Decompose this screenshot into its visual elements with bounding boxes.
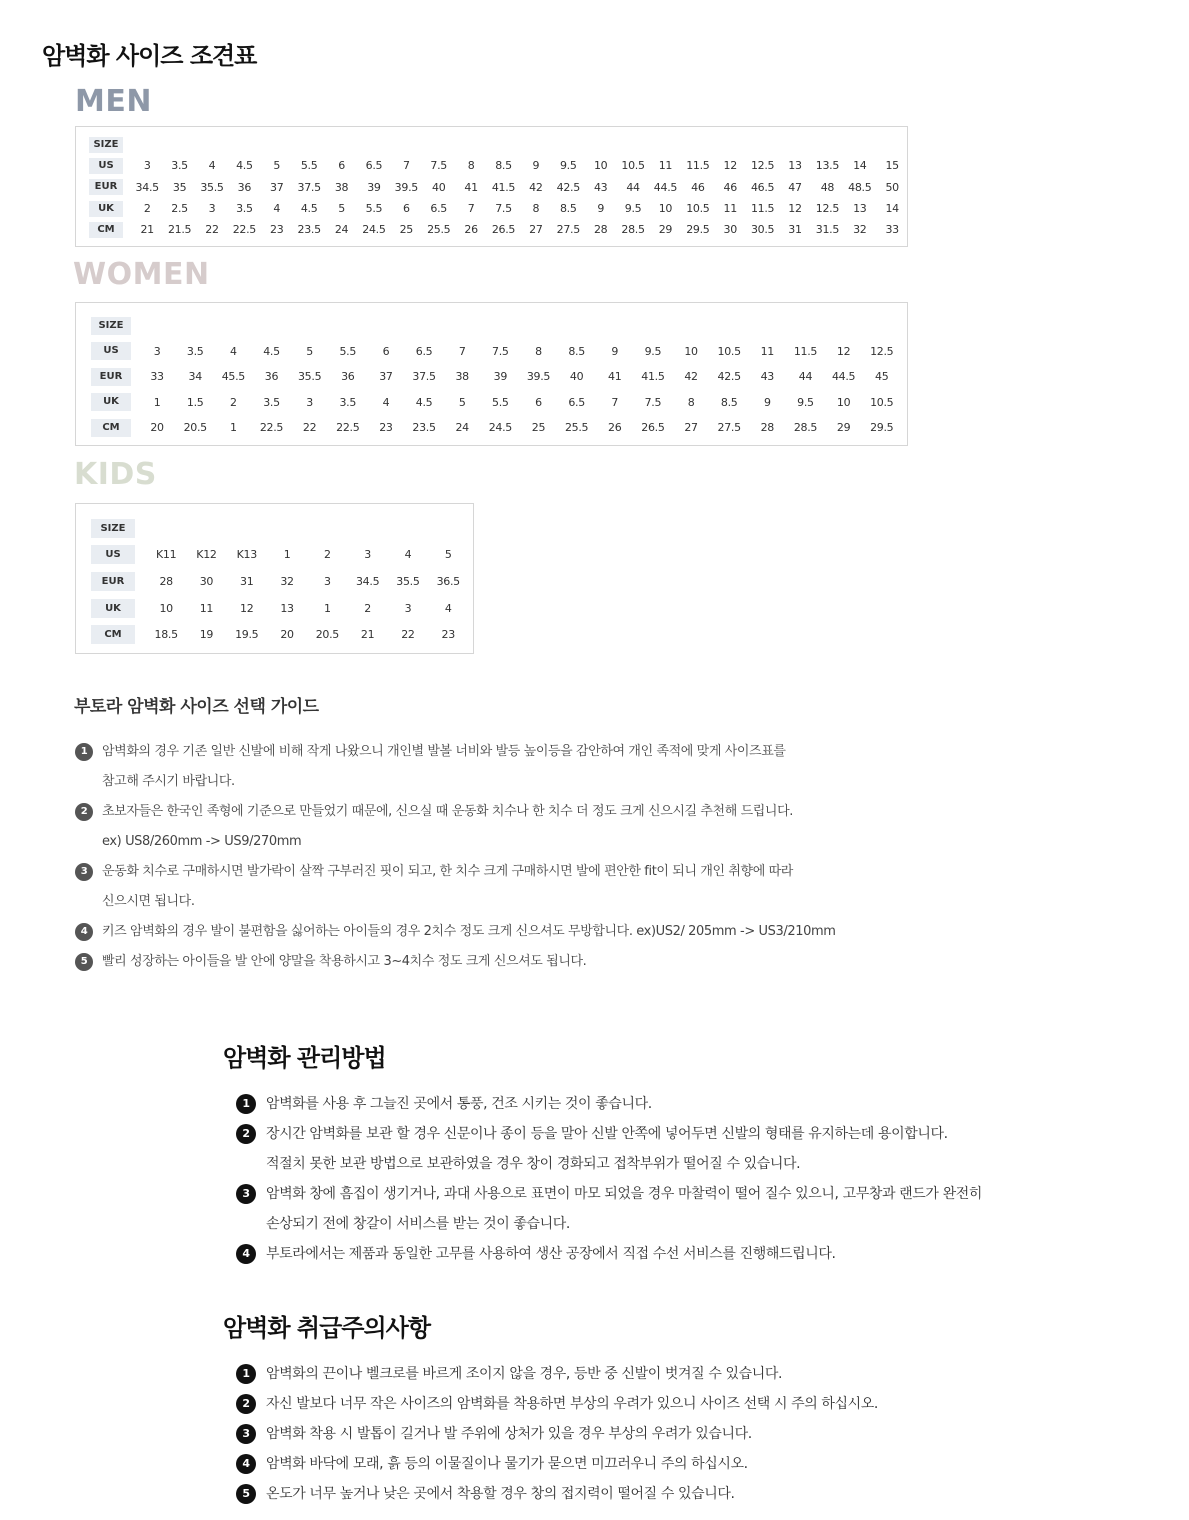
women-size-cell: 3 (153, 344, 161, 358)
women-size-cell: 10.5 (717, 344, 741, 358)
women-size-cell: 11 (760, 344, 775, 358)
women-size-cell: 22.5 (259, 421, 284, 435)
women-size-cell: 35.5 (297, 370, 322, 384)
men-size-cell: 48 (820, 180, 835, 194)
women-size-cell: 5 (458, 395, 466, 409)
men-size-cell: 9.5 (559, 159, 577, 173)
kids-size-cell: 2 (364, 601, 371, 615)
men-size-cell: 13 (788, 159, 802, 173)
care-item (236, 1239, 982, 1269)
men-size-cell: 6 (338, 159, 345, 173)
men-size-cell: 2 (143, 202, 151, 216)
men-size-cell: 37.5 (297, 180, 321, 194)
caution-item-line: 자신 발보다 너무 작은 사이즈의 암벽화를 착용하면 부상의 우려가 있으니 사이즈 선택 시 주의 하십시오. (266, 1396, 878, 1412)
men-size-cell: 50 (885, 180, 899, 194)
women-size-cell: 27.5 (717, 421, 741, 435)
men-size-cell: 8.5 (495, 159, 512, 173)
men-size-cell: 46 (691, 180, 705, 194)
caution-title: 암벽화 취급주의사항 (223, 1314, 431, 1342)
women-size-cell: 39 (493, 370, 508, 384)
women-size-cell: 44.5 (831, 370, 856, 384)
kids-size-cell: 34.5 (355, 574, 380, 588)
guide-item-line: ex) US8/260mm -> US9/270mm (102, 834, 302, 849)
women-row-eur (91, 364, 901, 390)
men-size-cell: 31.5 (815, 223, 840, 237)
caution-list (236, 1359, 878, 1509)
women-size-cell: 10 (684, 344, 698, 358)
care-title: 암벽화 관리방법 (223, 1044, 386, 1072)
caution-item (236, 1359, 878, 1389)
women-size-cell: 6.5 (568, 395, 585, 409)
women-section-label: WOMEN (73, 257, 210, 292)
men-size-cell: 39 (367, 180, 381, 194)
caution-item-line: 암벽화 착용 시 발톱이 길거나 발 주위에 상처가 있을 경우 부상의 우려가 있습니다. (266, 1426, 752, 1442)
kids-row-us (91, 542, 468, 569)
care-item-line: 부토라에서는 제품과 동일한 고무를 사용하여 생산 공장에서 직접 수선 서비스를 진행해드립니다. (266, 1246, 836, 1262)
women-size-cell: 3.5 (263, 395, 280, 409)
number-badge-icon: 5 (236, 1484, 256, 1504)
care-item (236, 1179, 982, 1239)
kids-size-cell: 11 (199, 601, 214, 615)
kids-size-cell: 20 (280, 628, 294, 642)
women-row-header: SIZE (91, 317, 131, 335)
women-size-cell: 27 (684, 421, 698, 435)
men-row-header: CM (89, 222, 123, 238)
women-size-cell: 29 (836, 421, 851, 435)
men-size-cell: 25 (399, 223, 414, 237)
kids-size-cell: 22 (401, 628, 415, 642)
women-size-cell: 8.5 (720, 395, 738, 409)
men-size-cell: 9.5 (624, 202, 642, 216)
men-size-cell: 24.5 (362, 223, 386, 237)
women-size-cell: 9 (611, 344, 619, 358)
women-size-cell: 41.5 (641, 370, 665, 384)
men-row-header: SIZE (89, 137, 123, 153)
women-size-cell: 43 (760, 370, 775, 384)
women-size-cell: 7 (458, 344, 466, 358)
kids-size-cell: 10 (159, 601, 173, 615)
women-size-cell: 3.5 (186, 344, 204, 358)
women-size-cell: 45.5 (221, 370, 245, 384)
women-size-table (91, 313, 901, 441)
number-badge-icon: 3 (75, 863, 93, 881)
kids-row-size (91, 515, 468, 542)
men-size-cell: 9 (597, 202, 605, 216)
men-size-cell: 27.5 (556, 223, 580, 237)
men-size-cell: 3 (143, 159, 151, 173)
men-row-header: EUR (89, 179, 123, 195)
women-row-size (91, 313, 901, 339)
guide-item-line: 운동화 치수로 구매하시면 발가락이 살짝 구부러진 핏이 되고, 한 치수 크게 구매하시면 발에 편안한 fit이 되니 개인 취향에 따라 (102, 864, 793, 879)
women-size-cell: 6 (535, 395, 542, 409)
guide-item-line: 신으시면 됩니다. (102, 894, 195, 909)
men-size-cell: 12.5 (815, 202, 840, 216)
guide-item-line: 키즈 암벽화의 경우 발이 불편함을 싫어하는 아이들의 경우 2치수 정도 크게 신으셔도 무방합니다. ex)US2/ 205mm -> US3/210mm (102, 924, 836, 939)
kids-size-cell: 32 (280, 574, 294, 588)
men-size-cell: 13.5 (815, 159, 840, 173)
women-row-cm (91, 415, 901, 441)
men-size-cell: 37 (270, 180, 284, 194)
women-size-cell: 25.5 (564, 421, 589, 435)
women-size-cell: 29.5 (870, 421, 894, 435)
men-size-cell: 39.5 (394, 180, 418, 194)
women-size-cell: 9.5 (644, 344, 662, 358)
men-section-label: MEN (75, 84, 152, 119)
caution-item (236, 1389, 878, 1419)
kids-size-cell: 23 (441, 628, 455, 642)
number-badge-icon: 1 (75, 743, 93, 761)
women-size-cell: 6 (382, 344, 390, 358)
number-badge-icon: 1 (236, 1094, 256, 1114)
women-size-cell: 40 (569, 370, 584, 384)
women-size-cell: 8 (535, 344, 542, 358)
women-size-cell: 22 (302, 421, 317, 435)
women-size-cell: 22.5 (336, 421, 360, 435)
men-size-cell: 14 (853, 159, 867, 173)
men-size-cell: 7 (467, 202, 475, 216)
men-row-header: UK (89, 201, 123, 217)
men-size-cell: 11 (658, 159, 673, 173)
men-size-cell: 5 (338, 202, 345, 216)
women-size-cell: 6.5 (415, 344, 433, 358)
men-size-cell: 26 (464, 223, 478, 237)
kids-row-cm (91, 621, 468, 648)
kids-size-cell: 21 (360, 628, 375, 642)
kids-size-cell: 19 (199, 628, 214, 642)
women-row-header: US (91, 342, 131, 360)
men-size-cell: 3.5 (171, 159, 188, 173)
number-badge-icon: 3 (236, 1184, 256, 1204)
men-size-cell: 6 (402, 202, 410, 216)
page-title: 암벽화 사이즈 조견표 (42, 42, 257, 70)
kids-size-cell: K11 (155, 548, 177, 562)
men-size-cell: 46.5 (750, 180, 775, 194)
men-size-cell: 3.5 (236, 202, 253, 216)
women-row-us (91, 339, 901, 365)
kids-size-cell: 19.5 (235, 628, 259, 642)
men-size-cell: 22.5 (232, 223, 257, 237)
men-size-cell: 48.5 (848, 180, 872, 194)
men-size-cell: 23 (270, 223, 284, 237)
men-size-cell: 47 (788, 180, 802, 194)
men-size-cell: 32 (853, 223, 867, 237)
kids-size-cell: 28 (159, 574, 173, 588)
men-size-cell: 12.5 (750, 159, 775, 173)
men-size-cell: 4.5 (300, 202, 318, 216)
kids-size-table (91, 515, 468, 648)
women-size-cell: 4.5 (263, 344, 280, 358)
kids-row-header: EUR (91, 572, 135, 591)
caution-item-line: 암벽화의 끈이나 벨크로를 바르게 조이지 않을 경우, 등반 중 신발이 벗겨질 수 있습니다. (266, 1366, 783, 1382)
number-badge-icon: 4 (236, 1454, 256, 1474)
women-size-cell: 2 (230, 395, 237, 409)
women-size-cell: 10.5 (870, 395, 894, 409)
men-size-cell: 29.5 (686, 223, 710, 237)
number-badge-icon: 4 (236, 1244, 256, 1264)
men-size-cell: 29 (658, 223, 673, 237)
men-size-cell: 42 (529, 180, 543, 194)
care-item-line: 암벽화 창에 흠집이 생기거나, 과대 사용으로 표면이 마모 되었을 경우 마찰력이 떨어 질수 있으니, 고무창과 랜드가 완전히 (266, 1186, 982, 1202)
number-badge-icon: 3 (236, 1424, 256, 1444)
women-size-cell: 26 (608, 421, 622, 435)
women-size-cell: 20.5 (183, 421, 207, 435)
men-size-cell: 6.5 (365, 159, 383, 173)
kids-size-cell: 35.5 (396, 574, 420, 588)
caution-item (236, 1479, 878, 1509)
women-size-cell: 24 (455, 421, 469, 435)
men-size-cell: 8.5 (559, 202, 577, 216)
women-size-cell: 9.5 (797, 395, 814, 409)
caution-item-line: 온도가 너무 높거나 낮은 곳에서 착용할 경우 창의 접지력이 떨어질 수 있습니다. (266, 1486, 735, 1502)
women-size-cell: 36 (341, 370, 355, 384)
men-row-size (89, 134, 908, 155)
men-size-cell: 41.5 (491, 180, 516, 194)
men-size-cell: 14 (885, 202, 899, 216)
men-size-cell: 34.5 (135, 180, 159, 194)
women-size-cell: 37 (379, 370, 393, 384)
men-size-cell: 30.5 (750, 223, 775, 237)
men-size-cell: 7.5 (495, 202, 512, 216)
men-size-cell: 12 (723, 159, 737, 173)
kids-size-cell: 31 (240, 574, 254, 588)
kids-size-cell: 20.5 (315, 628, 339, 642)
men-size-cell: 10 (658, 202, 673, 216)
men-size-cell: 43 (593, 180, 608, 194)
women-size-cell: 7 (611, 395, 619, 409)
men-row-header: US (89, 158, 123, 174)
men-size-cell: 9 (532, 159, 540, 173)
women-size-cell: 25 (531, 421, 546, 435)
kids-size-cell: 1 (323, 601, 331, 615)
kids-size-cell: 3 (364, 548, 371, 562)
women-size-cell: 3.5 (339, 395, 357, 409)
women-size-cell: 4 (230, 344, 237, 358)
kids-size-cell: 2 (323, 548, 331, 562)
women-size-cell: 1 (153, 395, 161, 409)
men-size-cell: 11.5 (750, 202, 775, 216)
care-item (236, 1089, 982, 1119)
women-size-cell: 23.5 (412, 421, 436, 435)
men-size-cell: 21.5 (167, 223, 192, 237)
women-size-cell: 33 (150, 370, 164, 384)
men-size-cell: 5 (273, 159, 281, 173)
women-size-cell: 45 (875, 370, 889, 384)
number-badge-icon: 2 (75, 803, 93, 821)
men-size-cell: 44.5 (653, 180, 678, 194)
care-item-line: 적절치 못한 보관 방법으로 보관하였을 경우 창이 경화되고 접착부위가 떨어질 수 있습니다. (266, 1156, 801, 1172)
women-row-header: CM (91, 419, 131, 437)
kids-size-cell: K13 (236, 548, 257, 562)
men-size-cell: 11 (723, 202, 737, 216)
men-size-cell: 7 (402, 159, 410, 173)
men-size-cell: 5.5 (365, 202, 383, 216)
care-item-line: 암벽화를 사용 후 그늘진 곳에서 통풍, 건조 시키는 것이 좋습니다. (266, 1096, 652, 1112)
women-size-cell: 10 (836, 395, 851, 409)
men-size-cell: 10.5 (621, 159, 645, 173)
guide-item-line: 초보자들은 한국인 족형에 기준으로 만들었기 때문에, 신으실 때 운동화 치수나 한 치수 더 정도 크게 신으시길 추천해 드립니다. (102, 804, 793, 819)
women-size-cell: 28.5 (793, 421, 818, 435)
men-size-cell: 31 (788, 223, 802, 237)
guide-item-line: 참고해 주시기 바랍니다. (102, 774, 235, 789)
women-size-cell: 9 (763, 395, 771, 409)
women-row-header: UK (91, 393, 131, 411)
men-size-cell: 6.5 (430, 202, 447, 216)
men-size-cell: 13 (853, 202, 867, 216)
men-size-cell: 41 (464, 180, 478, 194)
women-row-header: EUR (91, 368, 131, 386)
men-size-cell: 33 (885, 223, 899, 237)
number-badge-icon: 5 (75, 953, 93, 971)
women-size-cell: 1.5 (186, 395, 204, 409)
kids-size-cell: 12 (240, 601, 254, 615)
kids-size-cell: 4 (404, 548, 412, 562)
women-size-cell: 23 (379, 421, 393, 435)
men-size-cell: 21 (140, 223, 154, 237)
number-badge-icon: 4 (75, 923, 93, 941)
women-size-cell: 39.5 (526, 370, 551, 384)
guide-item (75, 917, 836, 947)
caution-item (236, 1419, 878, 1449)
kids-row-header: US (91, 545, 135, 564)
men-size-cell: 4 (273, 202, 281, 216)
kids-size-cell: 3 (404, 601, 412, 615)
men-size-cell: 15 (885, 159, 899, 173)
kids-row-eur (91, 568, 468, 595)
kids-row-header: UK (91, 599, 135, 618)
women-size-cell: 24.5 (488, 421, 512, 435)
women-size-cell: 11.5 (793, 344, 818, 358)
men-size-cell: 3 (208, 202, 216, 216)
men-size-table (89, 134, 908, 240)
men-size-cell: 46 (723, 180, 737, 194)
men-size-cell: 35 (172, 180, 187, 194)
women-size-cell: 12 (836, 344, 851, 358)
men-size-cell: 10 (593, 159, 608, 173)
men-size-cell: 11.5 (686, 159, 710, 173)
men-size-cell: 7.5 (430, 159, 447, 173)
women-size-cell: 12.5 (870, 344, 894, 358)
kids-size-cell: 5 (444, 548, 452, 562)
women-row-uk (91, 390, 901, 416)
kids-size-cell: 30 (199, 574, 214, 588)
men-row-uk (89, 198, 908, 219)
guide-item (75, 857, 836, 917)
guide-item (75, 797, 836, 857)
men-size-cell: 35.5 (200, 180, 224, 194)
women-size-cell: 4.5 (415, 395, 433, 409)
kids-row-header: CM (91, 625, 135, 644)
men-size-cell: 30 (723, 223, 737, 237)
size-guide-title: 부토라 암벽화 사이즈 선택 가이드 (74, 697, 319, 717)
kids-size-cell: 13 (280, 601, 294, 615)
women-size-cell: 1 (230, 421, 237, 435)
kids-size-cell: 4 (444, 601, 452, 615)
women-size-cell: 5 (306, 344, 313, 358)
women-size-cell: 8.5 (568, 344, 585, 358)
men-size-cell: 36 (237, 180, 252, 194)
kids-size-cell: 1 (283, 548, 291, 562)
women-size-cell: 3 (306, 395, 313, 409)
kids-row-uk (91, 595, 468, 622)
kids-section-label: KIDS (74, 457, 157, 492)
men-size-cell: 44 (626, 180, 640, 194)
women-size-cell: 42 (684, 370, 698, 384)
care-item-line: 손상되기 전에 창갈이 서비스를 받는 것이 좋습니다. (266, 1216, 570, 1232)
women-size-cell: 4 (382, 395, 390, 409)
men-row-us (89, 155, 908, 176)
women-size-cell: 34 (188, 370, 202, 384)
men-size-cell: 22 (205, 223, 219, 237)
men-size-cell: 8 (467, 159, 475, 173)
men-size-cell: 26.5 (491, 223, 516, 237)
kids-size-cell: 3 (323, 574, 331, 588)
women-size-cell: 28 (760, 421, 775, 435)
men-size-cell: 12 (788, 202, 802, 216)
women-size-cell: 5.5 (339, 344, 357, 358)
guide-item-line: 빨리 성장하는 아이들을 발 안에 양말을 착용하시고 3~4치수 정도 크게 신으셔도 됩니다. (102, 954, 587, 969)
men-size-cell: 28 (593, 223, 608, 237)
kids-row-header: SIZE (91, 519, 135, 538)
care-item-line: 장시간 암벽화를 보관 할 경우 신문이나 종이 등을 말아 신발 안쪽에 넣어두면 신발의 형태를 유지하는데 용이합니다. (266, 1126, 948, 1142)
men-size-cell: 8 (532, 202, 540, 216)
men-size-cell: 4.5 (236, 159, 253, 173)
men-size-cell: 38 (334, 180, 349, 194)
men-row-eur (89, 177, 908, 198)
men-size-cell: 27 (529, 223, 543, 237)
women-size-cell: 42.5 (717, 370, 741, 384)
men-size-cell: 5.5 (300, 159, 318, 173)
caution-item (236, 1449, 878, 1479)
women-size-cell: 26.5 (641, 421, 665, 435)
size-guide-list (75, 737, 836, 977)
men-size-cell: 25.5 (427, 223, 451, 237)
women-size-cell: 8 (687, 395, 695, 409)
women-size-cell: 44 (798, 370, 813, 384)
women-size-cell: 7.5 (644, 395, 662, 409)
guide-item-line: 암벽화의 경우 기존 일반 신발에 비해 작게 나왔으니 개인별 발볼 너비와 발등 높이등을 감안하여 개인 족적에 맞게 사이즈표를 (102, 744, 786, 759)
men-row-cm (89, 219, 908, 240)
kids-size-cell: 36.5 (436, 574, 460, 588)
guide-item (75, 947, 836, 977)
men-size-cell: 2.5 (171, 202, 188, 216)
men-size-cell: 23.5 (297, 223, 321, 237)
women-size-cell: 38 (455, 370, 469, 384)
care-item (236, 1119, 982, 1179)
men-size-cell: 4 (208, 159, 216, 173)
men-size-cell: 24 (334, 223, 349, 237)
women-size-cell: 7.5 (492, 344, 509, 358)
women-size-cell: 20 (150, 421, 164, 435)
guide-item (75, 737, 836, 797)
women-size-cell: 41 (608, 370, 622, 384)
number-badge-icon: 2 (236, 1394, 256, 1414)
men-size-cell: 28.5 (621, 223, 645, 237)
men-size-cell: 40 (432, 180, 446, 194)
kids-size-cell: K12 (196, 548, 217, 562)
caution-item-line: 암벽화 바닥에 모래, 흙 등의 이물질이나 물기가 묻으면 미끄러우니 주의 하십시오. (266, 1456, 748, 1472)
women-size-cell: 37.5 (412, 370, 436, 384)
number-badge-icon: 1 (236, 1364, 256, 1384)
care-list (236, 1089, 982, 1269)
men-size-cell: 42.5 (556, 180, 580, 194)
men-size-cell: 10.5 (686, 202, 710, 216)
women-size-cell: 5.5 (492, 395, 509, 409)
kids-size-cell: 18.5 (154, 628, 178, 642)
women-size-cell: 36 (264, 370, 279, 384)
number-badge-icon: 2 (236, 1124, 256, 1144)
